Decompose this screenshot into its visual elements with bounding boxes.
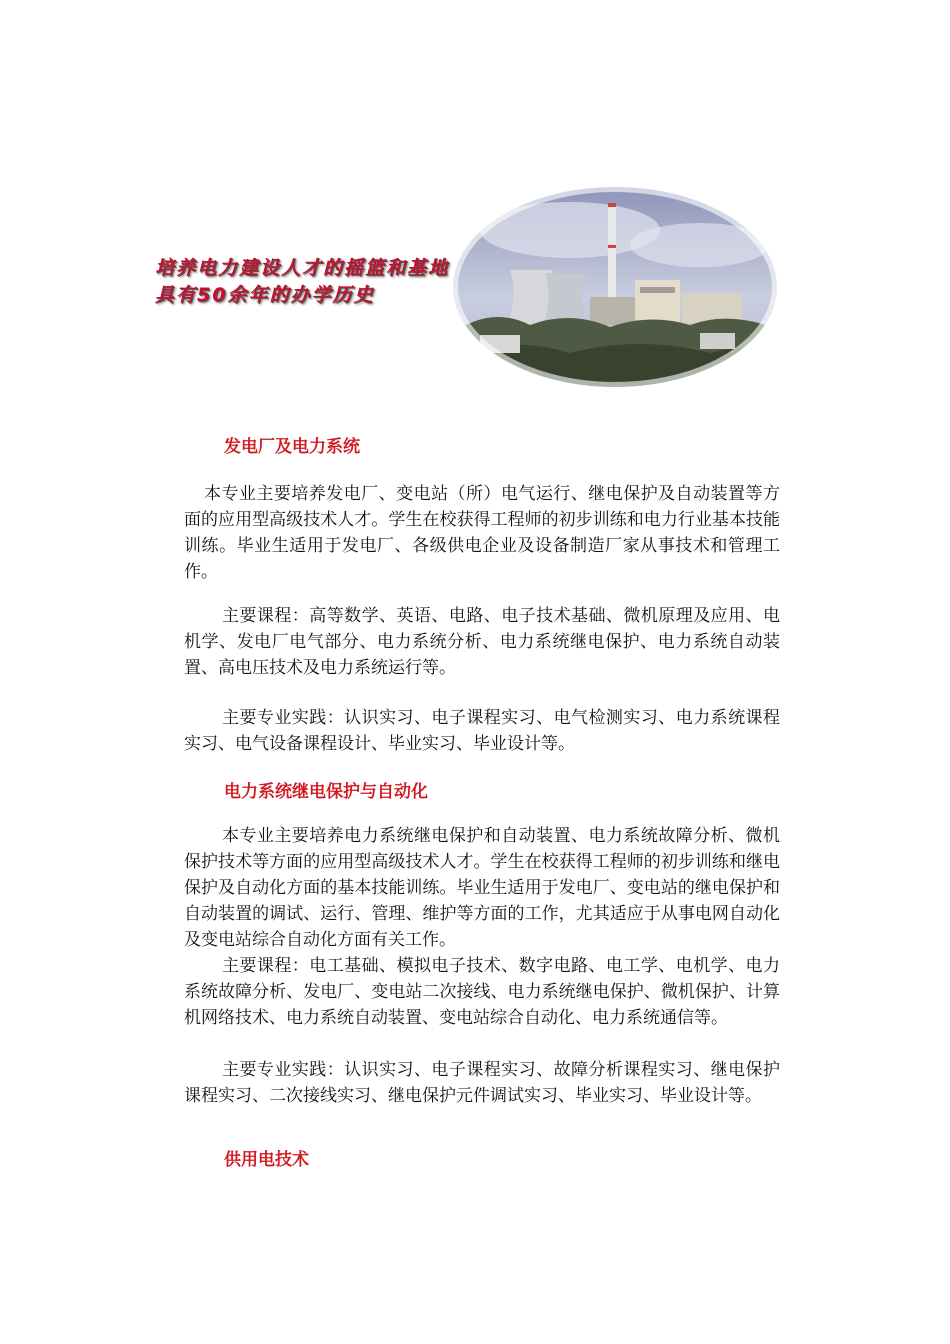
section-intro-relay-protection: 本专业主要培养电力系统继电保护和自动装置、电力系统故障分析、微机保护技术等方面的应用型高级技术人才。学生在校获得工程师的初步训练和继电保护及自动化方面的基本技能训练。毕业生适用于发电厂、变电站的继电保护和自动装置的调试、运行、管理、维护等方面的工作，尤其适应于从事电网自动化及变电站综合自动化方面有关工作。 [184,826,780,950]
header-banner [150,185,790,390]
section-practice-power-systems: 主要专业实践：认识实习、电子课程实习、电气检测实习、电力系统课程实习、电气设备课程设计、毕业实习、毕业设计等。 [184,708,780,754]
section-title-power-supply: 供用电技术 [224,1150,309,1170]
slogan [155,255,449,309]
section-title-power-systems: 发电厂及电力系统 [224,437,360,457]
section-courses-relay-protection: 主要课程：电工基础、模拟电子技术、数字电路、电工学、电机学、电力系统故障分析、发电厂、变电站二次接线、电力系统继电保护、微机保护、计算机网络技术、电力系统自动装置、变电站综合自动化、电力系统通信等。 [184,956,780,1028]
power-plant-photo [450,185,780,390]
slogan-line-2: 具有50余年的办学历史 [155,284,375,306]
section-intro-power-systems: 本专业主要培养发电厂、变电站（所）电气运行、继电保护及自动装置等方面的应用型高级技术人才。学生在校获得工程师的初步训练和电力行业基本技能训练。毕业生适用于发电厂、各级供电企业及设备制造厂家从事技术和管理工作。 [184,484,780,582]
section-practice-relay-protection: 主要专业实践：认识实习、电子课程实习、故障分析课程实习、继电保护课程实习、二次接线实习、继电保护元件调试实习、毕业实习、毕业设计等。 [184,1060,780,1106]
section-title-relay-protection: 电力系统继电保护与自动化 [224,782,428,802]
slogan-line-1: 培养电力建设人才的摇篮和基地 [155,257,450,279]
section-courses-power-systems: 主要课程：高等数学、英语、电路、电子技术基础、微机原理及应用、电机学、发电厂电气部分、电力系统分析、电力系统继电保护、电力系统自动装置、高电压技术及电力系统运行等。 [184,606,780,678]
